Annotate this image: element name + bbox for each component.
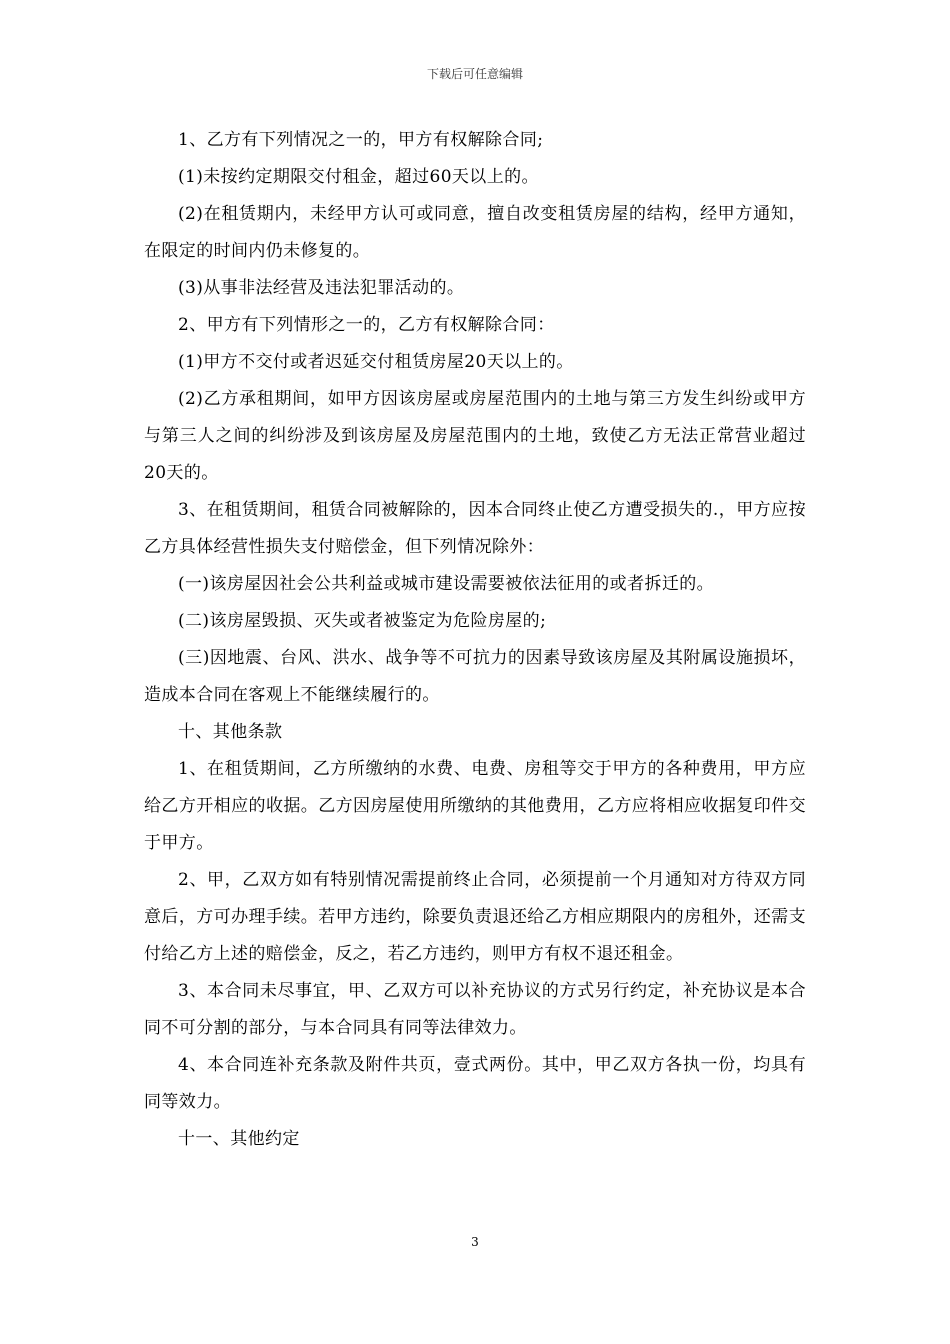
paragraph: (2)在租赁期内，未经甲方认可或同意，擅自改变租赁房屋的结构，经甲方通知，在限定的时间内仍未修复的。 — [144, 204, 806, 261]
paragraph: 3、在租赁期间，租赁合同被解除的，因本合同终止使乙方遭受损失的.，甲方应按乙方具体经营性损失支付赔偿金，但下列情况除外： — [144, 500, 806, 557]
paragraph: 2、甲方有下列情形之一的，乙方有权解除合同： — [178, 315, 555, 335]
page-number: 3 — [471, 1235, 479, 1249]
paragraph: 3、本合同未尽事宜，甲、乙双方可以补充协议的方式另行约定，补充协议是本合同不可分割的部分，与本合同具有同等法律效力。 — [144, 981, 806, 1038]
document-body — [144, 122, 806, 1158]
paragraph: (二)该房屋毁损、灭失或者被鉴定为危险房屋的; — [178, 611, 547, 631]
section-heading: 十一、其他约定 — [178, 1129, 300, 1149]
paragraph: (三)因地震、台风、洪水、战争等不可抗力的因素导致该房屋及其附属设施损坏，造成本合同在客观上不能继续履行的。 — [144, 648, 806, 705]
paragraph: (2)乙方承租期间，如甲方因该房屋或房屋范围内的土地与第三方发生纠纷或甲方与第三人之间的纠纷涉及到该房屋及房屋范围内的土地，致使乙方无法正常营业超过20天的。 — [144, 389, 806, 483]
paragraph: 4、本合同连补充条款及附件共页，壹式两份。其中，甲乙双方各执一份，均具有同等效力。 — [144, 1055, 806, 1112]
paragraph: 1、在租赁期间，乙方所缴纳的水费、电费、房租等交于甲方的各种费用，甲方应给乙方开相应的收据。乙方因房屋使用所缴纳的其他费用，乙方应将相应收据复印件交于甲方。 — [144, 759, 806, 853]
paragraph: (3)从事非法经营及违法犯罪活动的。 — [178, 278, 465, 298]
paragraph: (1)甲方不交付或者迟延交付租赁房屋20天以上的。 — [178, 352, 574, 372]
paragraph: 1、乙方有下列情况之一的，甲方有权解除合同; — [178, 130, 544, 150]
page-header: 下载后可任意编辑 — [426, 67, 523, 81]
paragraph: 2、甲，乙双方如有特别情况需提前终止合同，必须提前一个月通知对方待双方同意后，方可办理手续。若甲方违约，除要负责退还给乙方相应期限内的房租外，还需支付给乙方上述的赔偿金，反之，若乙方违约，则甲方有权不退还租金。 — [144, 870, 806, 964]
paragraph: (1)未按约定期限交付租金，超过60天以上的。 — [178, 167, 539, 187]
paragraph: (一)该房屋因社会公共利益或城市建设需要被依法征用的或者拆迁的。 — [178, 574, 715, 594]
section-heading: 十、其他条款 — [178, 722, 283, 742]
